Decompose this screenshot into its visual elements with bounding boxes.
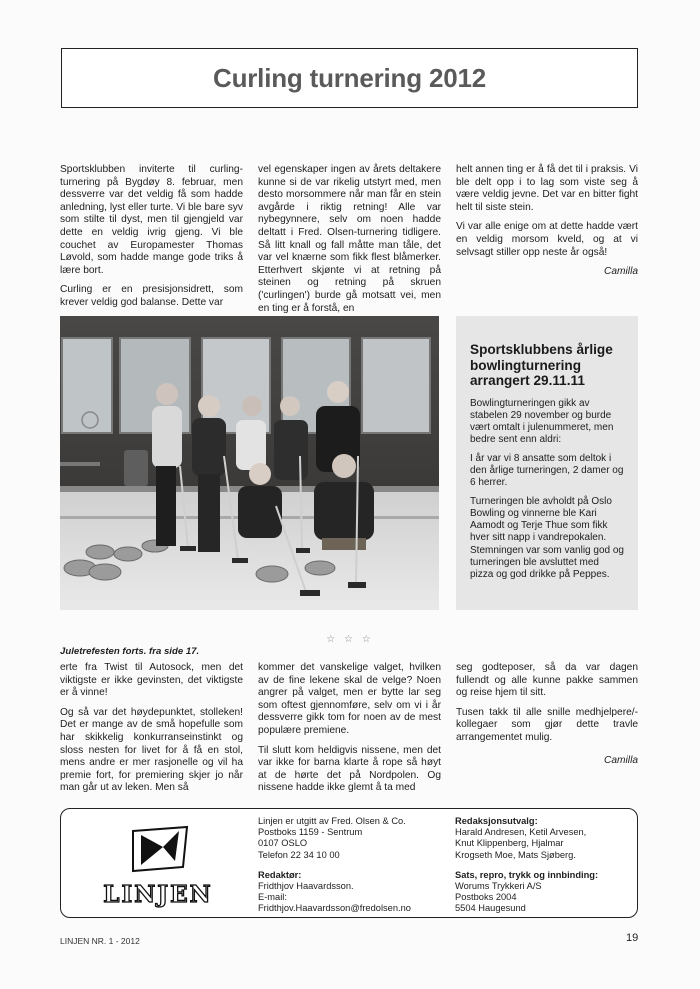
- info-line: Harald Andresen, Ketil Arvesen,: [455, 827, 587, 838]
- linjen-logo: [79, 823, 239, 908]
- julefest-column-2: [258, 662, 441, 795]
- info-line: Worums Trykkeri A/S: [455, 881, 542, 892]
- logo-wordmark: LINJEN: [103, 881, 213, 908]
- paragraph: Til slutt kom heldigvis nissene, men det var ikke for barna klarte å rope så høyt at de hørte det på Nordpolen. Og nissene hadde ikke glemt å ta med: [258, 744, 441, 794]
- paragraph: Og så var det høydepunktet, stolleken! Det er mange av de små hopefulle som har skikkelig konkurranseinstinkt og sloss nesten for livet for å få en stol, mens andre er mer rasjonelle og vil ha premie fort, for premiering skjer jo når man går ut av leken. Men så: [60, 706, 243, 794]
- sidebar-paragraph: I år var vi 8 ansatte som deltok i den årlige turneringen, 2 damer og 6 herrer.: [470, 452, 624, 489]
- colophon-box: [60, 808, 638, 918]
- paragraph: helt annen ting er å få det til i praksis. Vi ble delt opp i to lag som viste seg å være veldig jevne. Det var en bitter fight helt til siste stein.: [456, 164, 638, 213]
- bowling-sidebar: [456, 316, 638, 610]
- paragraph: vel egenskaper ingen av årets deltakere kunne si de var rikelig utstyrt med, men desto morsommere når man får en stein avgårde i riktig retning! Alle var nybegynnere, selv om noen hadde deltatt i Fred. Olsen-turnering tidligere. Så litt knall og fall måtte man tåle, det var vel knærne som fikk flest blåmerker. Etterhvert skjønte vi at retning på steinen og retning på skruen ('curlingen') burde gå motsatt vei, men en ting er å forstå, en: [258, 164, 441, 314]
- info-line: E-mail:: [258, 892, 287, 903]
- info-line: Telefon 22 34 10 00: [258, 849, 340, 860]
- info-line: Linjen er utgitt av Fred. Olsen & Co.: [258, 816, 406, 826]
- curling-column-2: [258, 164, 441, 315]
- separator-stars: ☆ ☆ ☆: [326, 634, 374, 645]
- info-line: Postboks 2004: [455, 892, 517, 903]
- editor-label: Redaktør:: [258, 869, 302, 880]
- curling-column-1: [60, 164, 243, 310]
- info-line: Krogseth Moe, Mats Sjøberg.: [455, 849, 576, 860]
- committee-info: [455, 816, 598, 915]
- flag-logo-icon: [79, 823, 239, 878]
- paragraph: Vi var alle enige om at dette hadde vært en veldig morsom kveld, og at vi selvsagt stiller opp neste år også!: [456, 221, 638, 258]
- publisher-info: [258, 816, 411, 915]
- editor-email: Fridthjov.Haavardsson@fredolsen.no: [258, 903, 411, 914]
- paragraph: erte fra Twist til Autosock, men det viktigste er ikke gevinsten, det viktigste er å vinne!: [60, 662, 243, 699]
- julefest-column-1: [60, 662, 243, 795]
- photo-illustration: [60, 316, 439, 610]
- julefest-column-3: [456, 662, 638, 767]
- info-line: Fridthjov Haavardsson.: [258, 881, 354, 892]
- signature: Camilla: [604, 266, 638, 278]
- paragraph: Sportsklubben inviterte til curling-turnering på Bygdøy 8. februar, men dessverre var det veldig få som hadde anledning, lyst eller turte. Vi ble bare syv som stilte til dyst, men til gjengjeld var dette en veldig ivrig gjeng. Vi ble couchet av Europamester Thomas Løvold, som hadde mange gode triks å lære bort.: [60, 164, 243, 276]
- paragraph: Curling er en presisjonsidrett, som krever veldig god balanse. Dette var: [60, 284, 243, 308]
- issue-label: LINJEN NR. 1 - 2012: [60, 936, 140, 946]
- curling-group-photo: [60, 316, 439, 610]
- paragraph: kommer det vanskelige valget, hvilken av de fine lekene skal de velge? Noen angrer på valget, men er bytte lar seg som oftest gjennomføre, selv om vi i år dessverre gikk tom for noen av de mest populære premiene.: [258, 662, 441, 736]
- signature: Camilla: [604, 754, 638, 766]
- info-line: Knut Klippenberg, Hjalmar: [455, 838, 564, 849]
- committee-label: Redaksjonsutvalg:: [455, 816, 538, 826]
- title-box: [61, 48, 638, 108]
- page-number: 19: [626, 932, 639, 944]
- sidebar-paragraph: Bowlingturneringen gikk av stabelen 29 november og burde vært omtalt i julenummeret, men bedre sent enn aldri:: [470, 397, 614, 446]
- paragraph: Tusen takk til alle snille medhjelpere/-kollegaer som gjør dette travle arrangementet mulig.: [456, 706, 638, 743]
- page-title: Curling turnering 2012: [213, 62, 486, 93]
- paragraph: seg godteposer, så da var dagen fullendt og alle kunne pakke sammen og reise hjem til sitt.: [456, 662, 638, 699]
- curling-column-3: [456, 164, 638, 279]
- sidebar-paragraph: Turneringen ble avholdt på Oslo Bowling og vinnerne ble Kari Aamodt og Terje Thue som fikk hver sitt napp i vandrepokalen. Stemningen var som vanlig god og turneringen ble avsluttet med pizza og god drikke på Peppes.: [470, 495, 624, 581]
- sidebar-heading: Sportsklubbens årlige bowlingturnering arrangert 29.11.11: [470, 342, 613, 388]
- info-line: 5504 Haugesund: [455, 903, 526, 914]
- info-line: Postboks 1159 - Sentrum: [258, 827, 363, 838]
- continuation-caption: Juletrefesten forts. fra side 17.: [60, 646, 200, 657]
- info-line: 0107 OSLO: [258, 838, 308, 849]
- print-label: Sats, repro, trykk og innbinding:: [455, 869, 599, 880]
